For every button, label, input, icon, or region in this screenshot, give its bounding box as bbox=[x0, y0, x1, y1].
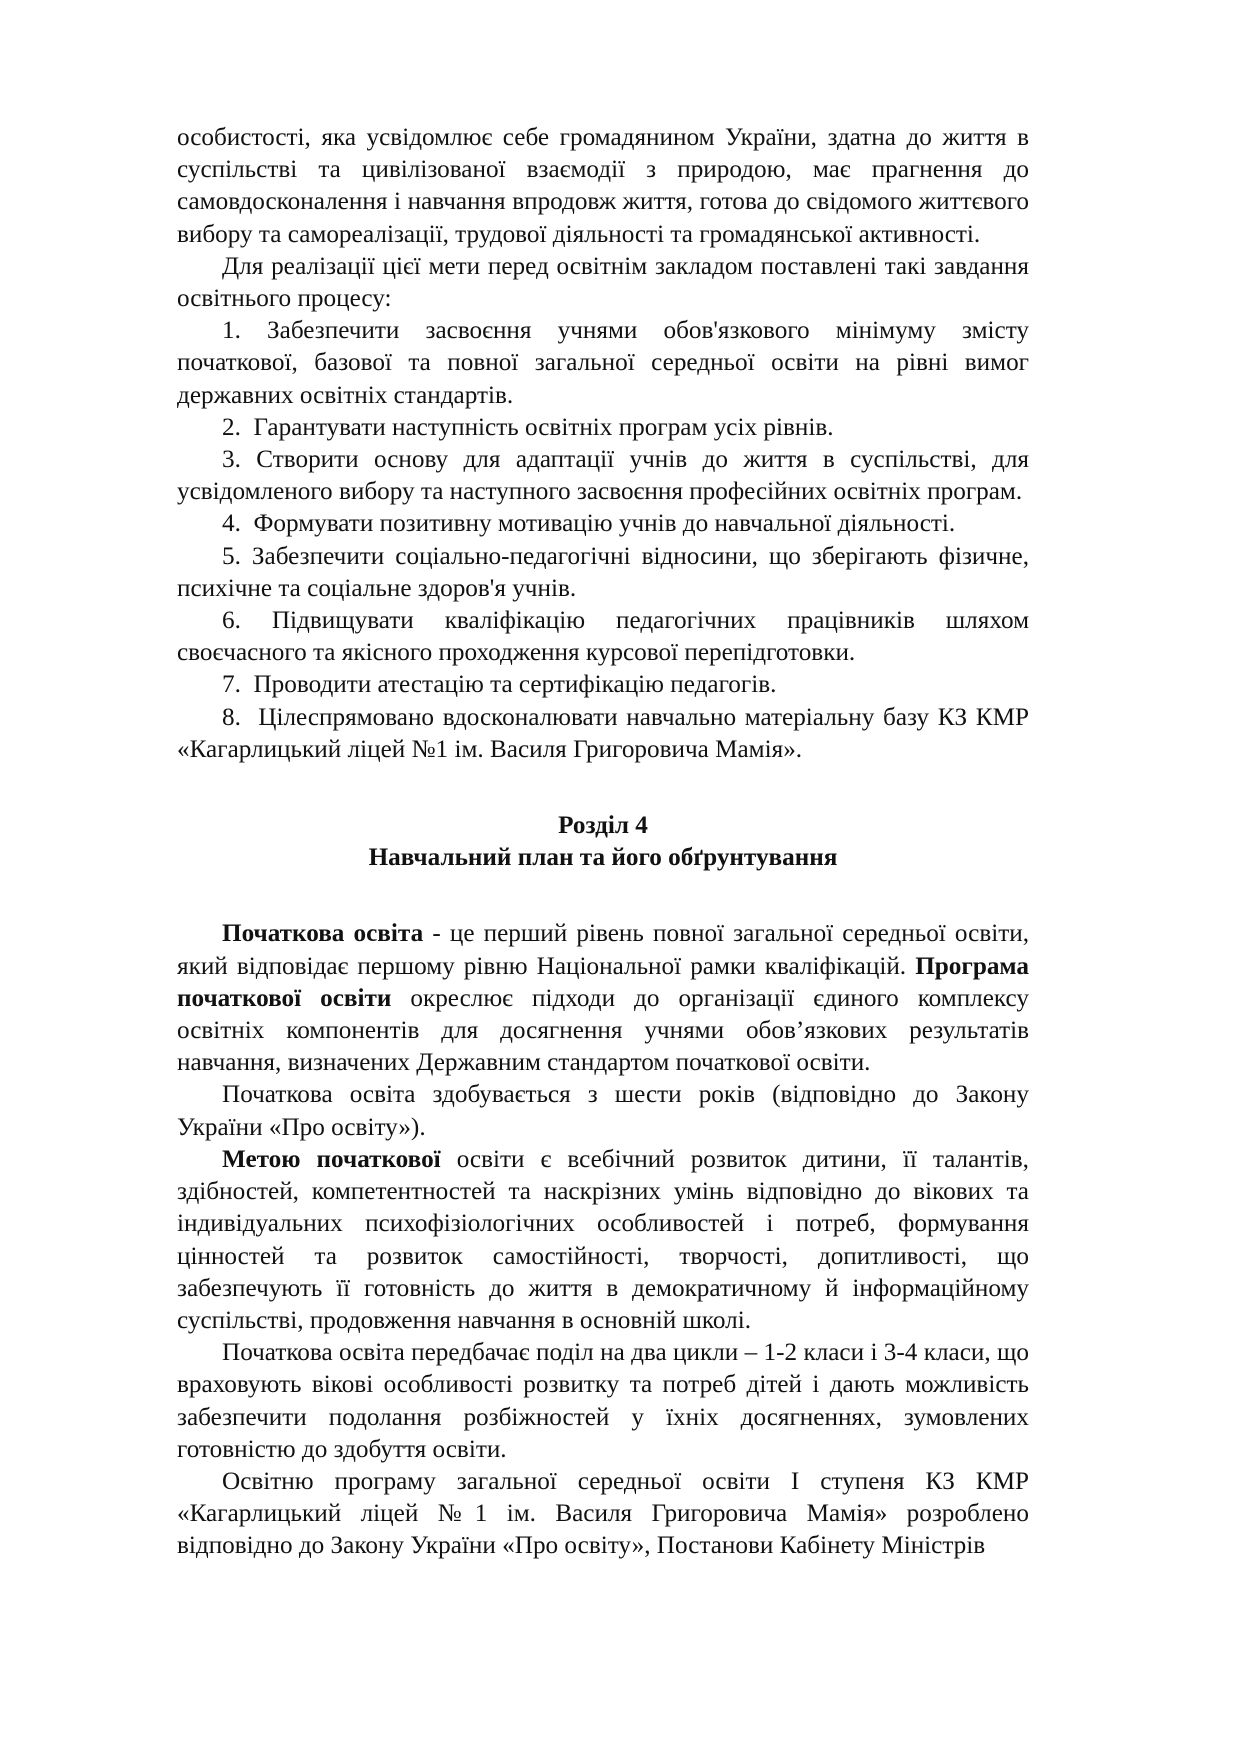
list-item-number: 1. bbox=[222, 317, 241, 345]
list-item-text: Забезпечити засвоєння учнями обов'язкового мінімуму змісту початкової, базової та повної загальної середньої освіти на рівні вимог державних освітніх стандартів. bbox=[177, 317, 1029, 409]
list-item bbox=[177, 444, 1029, 508]
spacer bbox=[177, 874, 1029, 918]
paragraph-age: Початкова освіта здобувається з шести років (відповідно до Закону України «Про освіту»). bbox=[177, 1081, 1029, 1141]
list-item-number: 3. bbox=[222, 446, 241, 474]
paragraph-text: освіти є всебічний розвиток дитини, її талантів, здібностей, компетентностей та наскрізних умінь відповідно до вікових та індивідуальних психофізіологічних особливостей і потреб, формування цінностей та розвиток самостійності, творчості, допитливості, що забезпечують її готовність до життя в демократичному й інформаційному суспільстві, продовження навчання в основній школі. bbox=[177, 1145, 1029, 1334]
list-item bbox=[177, 315, 1029, 412]
document-body bbox=[177, 122, 1029, 1563]
list-item-text: Підвищувати кваліфікацію педагогічних працівників шляхом своєчасного та якісного проходження курсової перепідготовки. bbox=[177, 607, 1030, 667]
list-item-number: 2. bbox=[222, 413, 241, 441]
list-item bbox=[177, 541, 1029, 605]
intro-paragraph: особистості, яка усвідомлює себе громадянином України, здатна до життя в суспільстві та цивілізованої взаємодії з природою, має прагнення до самовдосконалення і навчання впродовж життя, готова до свідомого життєвого вибору та самореалізації, трудової діяльності та громадянської активності. bbox=[177, 124, 1029, 248]
list-item-number: 4. bbox=[222, 510, 241, 538]
spacer bbox=[177, 766, 1029, 810]
term-primary-program: Програма початкової освіти bbox=[177, 952, 1029, 1012]
paragraph-goal bbox=[177, 1144, 1029, 1337]
paragraph-primary-education bbox=[177, 918, 1029, 1079]
list-item-text: Формувати позитивну мотивацію учнів до навчальної діяльності. bbox=[253, 510, 956, 538]
list-item-text: Забезпечити соціально-педагогічні відносини, що зберігають фізичне, психічне та соціальне здоров'я учнів. bbox=[177, 542, 1029, 602]
list-item bbox=[177, 669, 1029, 701]
paragraph-program: Освітню програму загальної середньої освіти І ступеня КЗ КМР «Кагарлицький ліцей №1 ім. Василя Григоровича Мамія» розроблено відповідно до Закону України «Про освіту», Постанови Кабінету Міністрів bbox=[177, 1467, 1029, 1560]
list-item-text: Проводити атестацію та сертифікацію педагогів. bbox=[253, 671, 777, 699]
list-item-number: 6. bbox=[222, 607, 241, 635]
list-item bbox=[177, 508, 1029, 540]
list-item-text: Створити основу для адаптації учнів до життя в суспільстві, для усвідомленого вибору та наступного засвоєння професійних освітніх програм. bbox=[177, 446, 1029, 506]
paragraph-cycles: Початкова освіта передбачає поділ на два цикли – 1-2 класи і 3-4 класи, що враховують вікові особливості розвитку та потреб дітей і дають можливість забезпечити подолання розбіжностей у їхніх досягненнях, зумовлених готовністю до здобуття освіти. bbox=[177, 1339, 1029, 1463]
list-item-text: Цілеспрямовано вдосконалювати навчально матеріальну базу КЗ КМР «Кагарлицький ліцей №1 ім. Василя Григоровича Мамія». bbox=[177, 703, 1029, 763]
list-item bbox=[177, 702, 1029, 766]
tasks-list bbox=[177, 315, 1029, 766]
section-number: Розділ 4 bbox=[558, 812, 648, 840]
term-goal: Метою початкової bbox=[222, 1145, 441, 1173]
list-item bbox=[177, 412, 1029, 444]
paragraph-text: окреслює підходи до організації єдиного комплексу освітніх компонентів для досягнення учнями обов’язкових результатів навчання, визначених Державним стандартом початкової освіти. bbox=[177, 984, 1029, 1077]
list-item-number: 8. bbox=[222, 703, 241, 731]
list-item-text: Гарантувати наступність освітніх програм усіх рівнів. bbox=[253, 413, 834, 441]
tasks-intro: Для реалізації цієї мети перед освітнім закладом поставлені такі завдання освітнього процесу: bbox=[177, 252, 1029, 313]
list-item bbox=[177, 605, 1029, 669]
list-item-number: 5. bbox=[222, 542, 241, 570]
paragraph-text: - це перший рівень повної загальної середньої освіти, який відповідає першому рівню Національної рамки кваліфікацій. bbox=[177, 920, 1029, 980]
term-primary-education: Початкова освіта bbox=[222, 920, 424, 948]
section-title: Навчальний план та його обґрунтування bbox=[368, 844, 838, 872]
list-item-number: 7. bbox=[222, 671, 241, 699]
